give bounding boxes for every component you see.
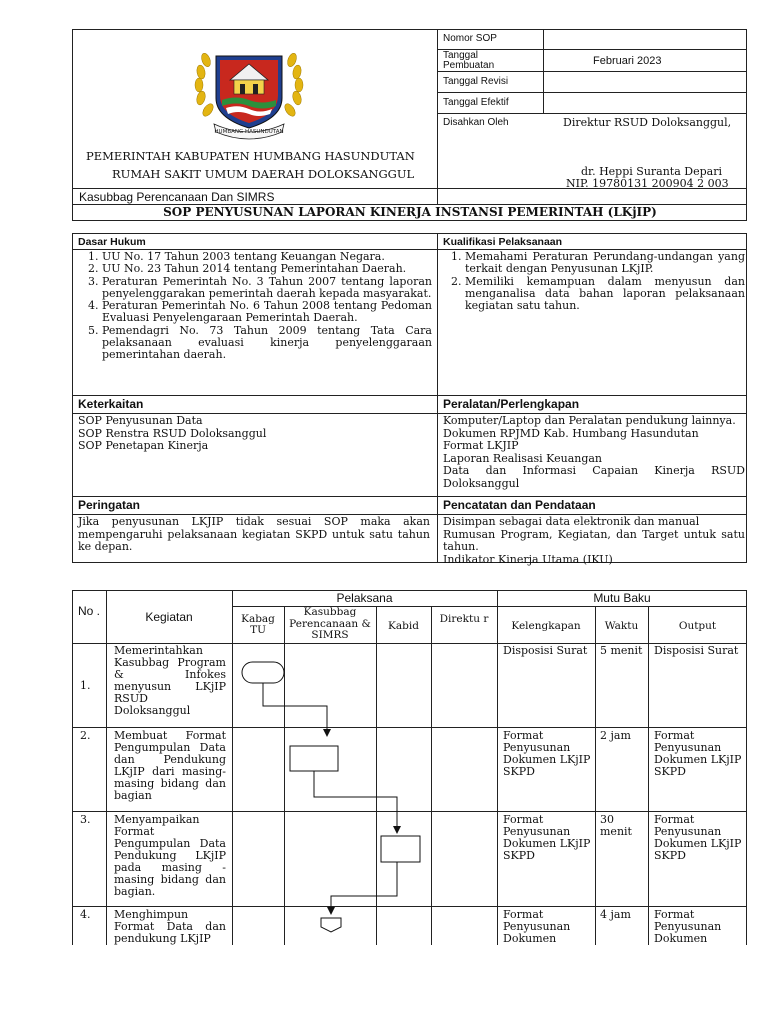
keterkaitan-item: SOP Renstra RSUD Doloksanggul bbox=[78, 426, 267, 440]
tanggal-efektif-label: Tanggal Efektif bbox=[443, 97, 509, 108]
signer-name: dr. Heppi Suranta Depari bbox=[581, 165, 722, 178]
col-kasubbag-header: Kasubbag Perencanaan & SIMRS bbox=[289, 606, 371, 641]
col-kelengkapan-header: Kelengkapan bbox=[511, 620, 581, 632]
col-output-header: Output bbox=[678, 620, 717, 632]
row-kelengkapan: Disposisi Surat bbox=[503, 644, 588, 657]
tanggal-revisi-label: Tanggal Revisi bbox=[443, 76, 509, 87]
col-kabid-header: Kabid bbox=[388, 620, 419, 632]
pencatatan-item: Rumusan Program, Kegiatan, dan Target untuk satu tahun. bbox=[443, 527, 745, 553]
keterkaitan-item: SOP Penyusunan Data bbox=[78, 414, 203, 427]
kualifikasi-item: 2. Memiliki kemampuan dalam menyusun dan menganalisa data bahan laporan pelaksanaan kegiatan satu tahun. bbox=[465, 276, 745, 313]
peringatan-text: Jika penyusunan LKJIP tidak sesuai SOP maka akan mempengaruhi pelaksanaan kegiatan SKPD untuk satu tahun ke depan. bbox=[78, 515, 430, 553]
row-kelengkapan: Format Penyusunan Dokumen LKjIP SKPD bbox=[503, 813, 591, 862]
peralatan-item: Komputer/Laptop dan Peralatan pendukung lainnya. bbox=[443, 414, 736, 427]
col-no-header: No . bbox=[77, 604, 100, 618]
tanggal-pembuatan-label2: Pembuatan bbox=[443, 60, 495, 71]
col-direktur-header: Direktu r bbox=[439, 613, 489, 625]
flow-connector bbox=[263, 683, 327, 733]
row-kegiatan: Menghimpun Format Data dan pendukung LKjIP bbox=[114, 908, 226, 945]
disahkan-value: Direktur RSUD Doloksanggul, bbox=[563, 116, 732, 129]
disahkan-label: Disahkan Oleh bbox=[443, 117, 509, 128]
start-terminator bbox=[242, 662, 284, 683]
process-box bbox=[381, 836, 420, 862]
row-waktu: 2 jam bbox=[600, 729, 631, 742]
dasar-hukum-item: 1. UU No. 17 Tahun 2003 tentang Keuangan Negara. bbox=[102, 251, 432, 263]
org-name-line2: RUMAH SAKIT UMUM DAERAH DOLOKSANGGUL bbox=[112, 167, 415, 181]
kualifikasi-title: Kualifikasi Pelaksanaan bbox=[443, 236, 563, 248]
nomor-sop-label: Nomor SOP bbox=[443, 33, 497, 44]
col-kegiatan-header: Kegiatan bbox=[145, 610, 193, 624]
sop-title: SOP PENYUSUNAN LAPORAN KINERJA INSTANSI PEMERINTAH (LKjIP) bbox=[163, 205, 657, 219]
unit-name: Kasubbag Perencanaan Dan SIMRS bbox=[79, 190, 275, 204]
row-output: Disposisi Surat bbox=[654, 644, 739, 657]
col-waktu-header: Waktu bbox=[604, 620, 639, 632]
pencatatan-item: Indikator Kinerja Utama (IKU) bbox=[443, 552, 613, 566]
pencatatan-title: Pencatatan dan Pendataan bbox=[443, 498, 596, 512]
dasar-hukum-item: 3. Peraturan Pemerintah No. 3 Tahun 2007 tentang laporan penyelenggarakan pemerintah daerah kepada masyarakat. bbox=[102, 276, 432, 301]
offpage-connector bbox=[321, 918, 341, 932]
svg-text:HUMBANG HASUNDUTAN: HUMBANG HASUNDUTAN bbox=[214, 129, 284, 135]
signer-nip: NIP. 19780131 200904 2 003 bbox=[566, 177, 729, 190]
peringatan-title: Peringatan bbox=[78, 498, 141, 512]
row-output: Format Penyusunan Dokumen LKjIP SKPD bbox=[654, 813, 742, 862]
org-name-line1: PEMERINTAH KABUPATEN HUMBANG HASUNDUTAN bbox=[86, 149, 415, 163]
row-waktu: 5 menit bbox=[600, 644, 643, 657]
row-no: 2. bbox=[80, 729, 91, 742]
row-kegiatan: Membuat Format Pengumpulan Data dan Pendukung LKjIP dari masing-masing bidang dan bagian bbox=[114, 729, 226, 802]
flow-connector bbox=[314, 771, 397, 830]
process-box bbox=[290, 746, 338, 771]
row-no: 4. bbox=[80, 908, 91, 921]
kualifikasi-item: 1. Memahami Peraturan Perundang-undangan yang terkait dengan Penyusunan LKjIP. bbox=[465, 251, 745, 276]
flow-connector bbox=[331, 862, 397, 911]
peralatan-item: Laporan Realisasi Keuangan bbox=[443, 451, 603, 465]
dasar-hukum-title: Dasar Hukum bbox=[78, 236, 146, 248]
keterkaitan-item: SOP Penetapan Kinerja bbox=[78, 439, 209, 452]
col-kabag-header: Kabag TU bbox=[241, 613, 275, 636]
peralatan-title: Peralatan/Perlengkapan bbox=[443, 397, 580, 411]
row-kelengkapan: Format Penyusunan Dokumen LKjIP SKPD bbox=[503, 729, 591, 778]
row-waktu: 4 jam bbox=[600, 908, 631, 921]
row-waktu: 30 menit bbox=[600, 813, 632, 838]
col-mutu-header: Mutu Baku bbox=[593, 591, 651, 605]
dasar-hukum-item: 2. UU No. 23 Tahun 2014 tentang Pemerintahan Daerah. bbox=[102, 263, 432, 275]
row-kegiatan: Menyampaikan Format Pengumpulan Data Pendukung LKjIP pada masing - masing bidang dan bagian. bbox=[114, 813, 226, 898]
dasar-hukum-item: 4. Peraturan Pemerintah No. 6 Tahun 2008 tentang Pedoman Evaluasi Penyelengaraan Pemerintah Daerah. bbox=[102, 300, 432, 325]
row-output: Format Penyusunan Dokumen bbox=[654, 908, 722, 945]
row-output: Format Penyusunan Dokumen LKjIP SKPD bbox=[654, 729, 742, 778]
row-no: 3. bbox=[80, 813, 91, 826]
pencatatan-item: Disimpan sebagai data elektronik dan manual bbox=[443, 515, 700, 528]
row-kegiatan: Memerintahkan Kasubbag Program & Infokes menyusun LKjIP RSUD Doloksanggul bbox=[114, 644, 226, 717]
dasar-hukum-item: 5. Pemendagri No. 73 Tahun 2009 tentang Tata Cara pelaksanaan evaluasi kinerja penyelenggaraan pemerintahan daerah. bbox=[102, 325, 432, 362]
peralatan-item: Dokumen RPJMD Kab. Humbang Hasundutan bbox=[443, 426, 699, 440]
peralatan-item: Format LKJIP bbox=[443, 439, 519, 452]
col-pelaksana-header: Pelaksana bbox=[336, 591, 393, 605]
keterkaitan-title: Keterkaitan bbox=[78, 397, 144, 411]
row-kelengkapan: Format Penyusunan Dokumen bbox=[503, 908, 571, 945]
tanggal-pembuatan-value: Februari 2023 bbox=[593, 55, 662, 67]
tanggal-pembuatan-label1: Tanggal bbox=[443, 50, 479, 61]
peralatan-item: Data dan Informasi Capaian Kinerja RSUD Doloksanggul bbox=[443, 464, 745, 490]
row-no: 1. bbox=[80, 679, 91, 692]
